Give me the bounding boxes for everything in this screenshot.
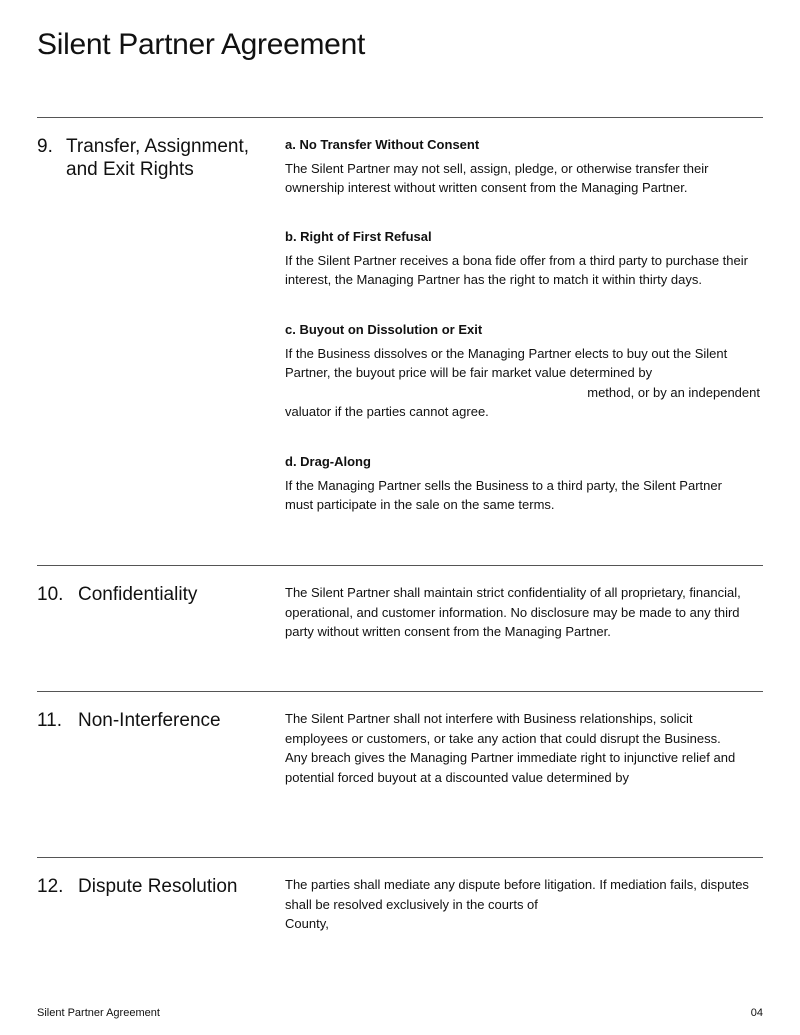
divider [37,691,763,692]
body-line: If the Managing Partner sells the Business to a third party, the Silent Partner [285,477,722,493]
body-line: Any breach gives the Managing Partner immediate right to injunctive relief and [285,750,736,765]
subsection-heading: c. Buyout on Dissolution or Exit [285,322,483,337]
body-line: shall be resolved exclusively in the courts of [285,896,538,912]
body-line: employees or customers, or take any action that could disrupt the Business. [285,730,721,746]
heading-line: Transfer, Assignment, [66,136,250,157]
heading-line: and Exit Rights [66,159,194,180]
page-title: Silent Partner Agreement [37,28,365,61]
section-number: 9. [37,136,53,157]
body-line: The Silent Partner may not sell, assign, pledge, or otherwise transfer their [285,160,709,176]
body-line: The Silent Partner shall not interfere with Business relationships, solicit [285,711,693,726]
subsection-heading: a. No Transfer Without Consent [285,137,480,152]
section-heading: Dispute Resolution [78,876,238,897]
body-line: The parties shall mediate any dispute before litigation. If mediation fails, disputes [285,877,749,892]
subsection-heading: d. Drag-Along [285,454,371,469]
subsection-c [285,320,765,422]
section-number: 12. [37,876,64,897]
footer-title: Silent Partner Agreement [37,1007,160,1019]
section-heading: Non-Interference [78,710,221,731]
section-number: 10. [37,584,64,605]
body-line: The Silent Partner shall maintain strict confidentiality of all proprietary, financial, [285,585,741,600]
body-line: County, [285,916,329,931]
section-body [285,709,765,787]
page-number: 04 [750,1007,763,1019]
section-body [285,875,765,934]
body-line: valuator if the parties cannot agree. [285,404,489,419]
body-line: interest, the Managing Partner has the right to match it within thirty days. [285,272,702,287]
body-line: operational, and customer information. No disclosure may be made to any third [285,604,740,620]
section-body [285,583,765,642]
divider [37,857,763,858]
section-number: 11. [37,710,63,731]
body-line: potential forced buyout at a discounted value determined by [285,769,630,785]
body-line: Partner, the buyout price will be fair market value determined by [285,365,653,380]
subsection-d [285,452,765,515]
section-heading [66,135,249,181]
subsection-a [285,135,765,198]
body-line: party without written consent from the Managing Partner. [285,624,611,639]
divider [37,117,763,118]
body-line: must participate in the sale on the same terms. [285,497,555,512]
body-line: method, or by an independent [587,384,760,400]
body-line: If the Silent Partner receives a bona fide offer from a third party to purchase their [285,252,748,268]
subsection-b [285,227,765,290]
body-line: If the Business dissolves or the Managing Partner elects to buy out the Silent [285,345,728,361]
body-line: ownership interest without written consent from the Managing Partner. [285,180,688,195]
subsection-heading: b. Right of First Refusal [285,229,432,244]
divider [37,565,763,566]
section-heading: Confidentiality [78,584,198,605]
